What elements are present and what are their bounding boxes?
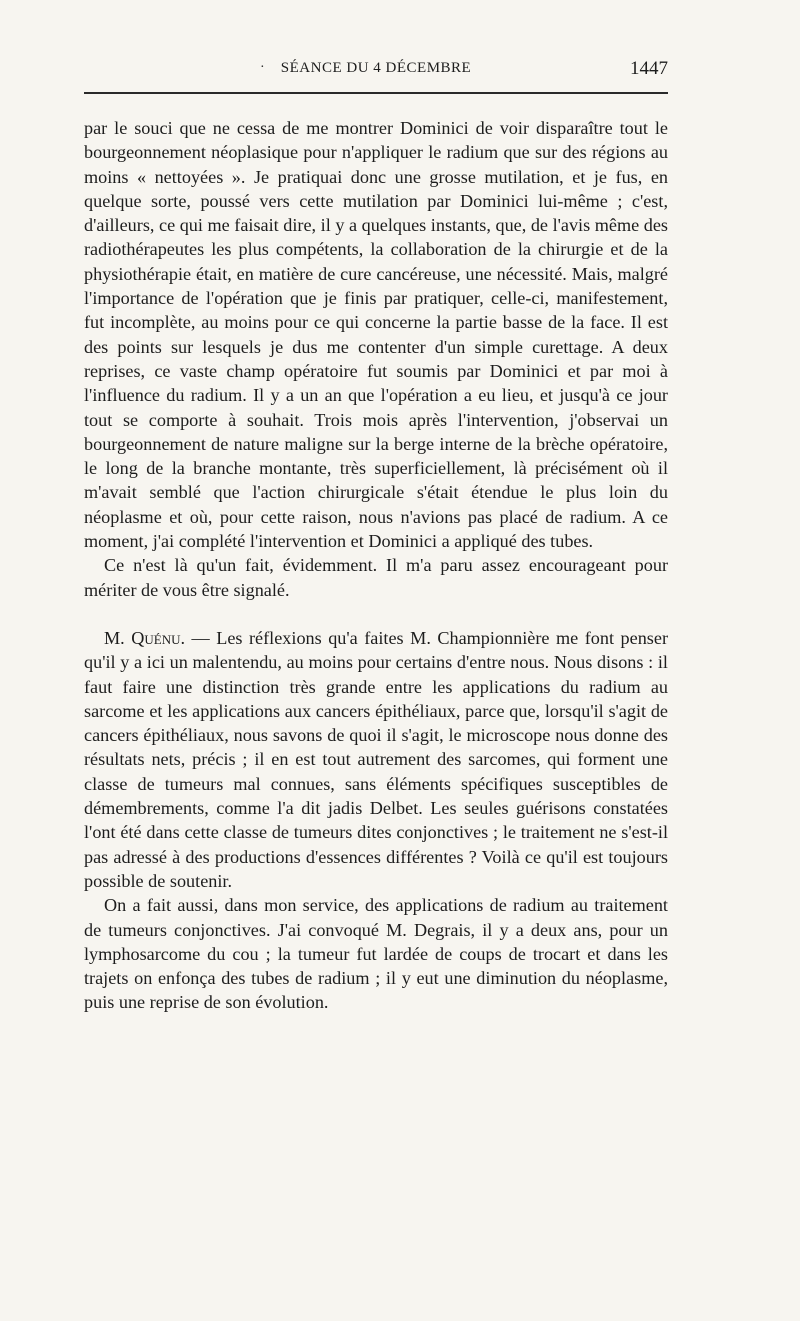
header-dot-mark: · <box>260 60 265 75</box>
body-text <box>84 116 668 1015</box>
speech-paragraph <box>84 626 668 893</box>
paragraph-continuation: par le souci que ne cessa de me montrer Dominici de voir disparaître tout le bourgeonnement néoplasique pour n'appliquer le radium que sur des régions au moins « nettoyées ». Je pratiquai donc une grosse mutilation, et je fus, en quelque sorte, poussé vers cette mutilation par Dominici lui-même ; c'est, d'ailleurs, ce qui me faisait dire, il y a quelques instants, que, de l'avis même des radiothérapeutes les plus compétents, la collaboration de la chirurgie et de la physiothérapie était, en matière de cure cancéreuse, une nécessité. Mais, malgré l'importance de l'opération que je finis par pratiquer, celle-ci, manifestement, fut incomplète, au moins pour ce qui concerne la partie basse de la face. Il est des points sur lesquels je dus me contenter d'un simple curettage. A deux reprises, ce vaste champ opératoire fut soumis par Dominici et par moi à l'influence du radium. Il y a un an que l'opération a eu lieu, et jusqu'à ce jour tout se comporte à souhait. Trois mois après l'intervention, j'observai un bourgeonnement de nature maligne sur la berge interne de la brèche opératoire, le long de la branche montante, très superficiellement, là précisément où il m'avait semblé que l'action chirurgicale s'était étendue le plus loin du néoplasme et où, pour cette raison, nous n'avions pas placé de radium. A ce moment, j'ai complété l'intervention et Dominici a appliqué des tubes. <box>84 118 668 552</box>
page-number: 1447 <box>630 58 668 79</box>
paragraph: On a fait aussi, dans mon service, des applications de radium au traitement de tumeurs conjonctives. J'ai convoqué M. Degrais, il y a deux ans, pour un lymphosarcome du cou ; la tumeur fut lardée de coups de trocart et dans les trajets on enfonça des tubes de radium ; il y eut une diminution du néoplasme, puis une reprise de son évolution. <box>84 895 668 1013</box>
paragraph: Ce n'est là qu'un fait, évidemment. Il m'a paru assez encourageant pour mériter de vous être signalé. <box>84 555 668 600</box>
speech-text: — Les réflexions qu'a faites M. Championnière me font penser qu'il y a ici un malentendu, au moins pour certains d'entre nous. Nous disons : il faut faire une distinction très grande entre les applications du radium au sarcome et les applications aux cancers épithéliaux, parce que, lorsqu'il s'agit de cancers épithéliaux, nous savons de quoi il s'agit, le microscope nous donne des résultats nets, précis ; il en est tout autrement des sarcomes, qui forment une classe de tumeurs mal connues, sans éléments spécifiques susceptibles de démembrements, comme l'a dit jadis Delbet. Les seules guérisons constatées l'ont été dans cette classe de tumeurs dites conjonctives ; le traitement ne s'est-il pas adressé à des productions d'essences différentes ? Voilà ce qu'il est toujours possible de soutenir. <box>84 627 668 891</box>
speaker-name: M. Quénu. <box>104 627 186 648</box>
page-header <box>84 56 668 92</box>
running-title: SÉANCE DU 4 DÉCEMBRE <box>280 60 472 76</box>
header-rule <box>84 92 668 94</box>
